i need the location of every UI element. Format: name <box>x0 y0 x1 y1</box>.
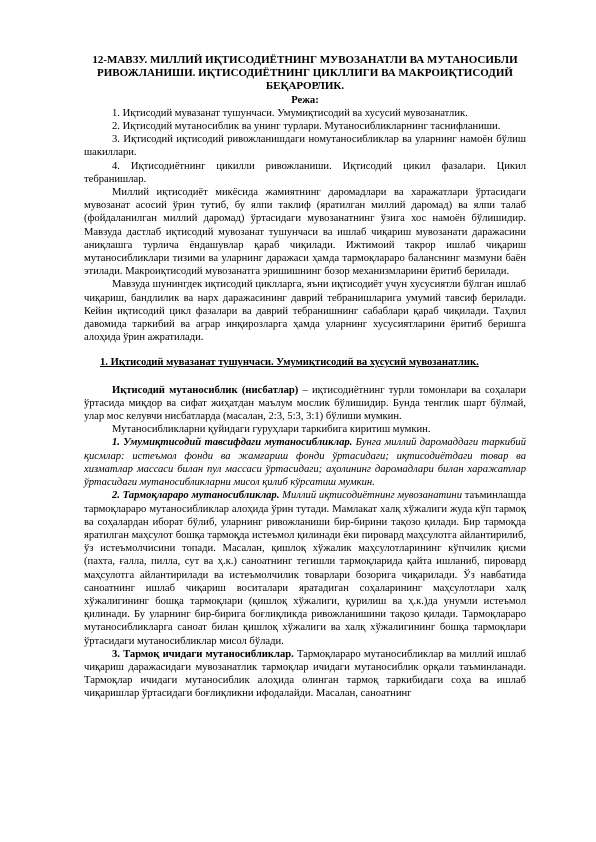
item-paragraph <box>84 489 526 647</box>
definition-text: – иқтисодиётнинг турли томонлари ва соҳалари ўртасида миқдор ва сифат жиҳатдан маълум мослик бўлишидир. Бунда тенглик шарт бўлмай, улар мос келувчи нисбатларда (масалан, 2:3, 5:3, 3:1) бўлиши мумкин. <box>84 384 526 423</box>
item-term: 1. Умумиқтисодий тавсифдаги мутаносибликлар. <box>112 437 353 449</box>
plan-heading: Режа: <box>291 94 319 106</box>
document-title: 12-МАВЗУ. МИЛЛИЙ ИҚТИСОДИЁТНИНГ МУВОЗАНАТЛИ ВА МУТАНОСИБЛИ РИВОЖЛАНИШИ. ИҚТИСОДИЁТНИНГ ЦИКЛЛИГИ ВА МАКРОИҚТИСОДИЙ БЕҚАРОРЛИК. <box>92 54 518 93</box>
definition-term: Иқтисодий мутаносиблик (нисбатлар) <box>112 384 299 396</box>
item-paragraph <box>84 648 526 701</box>
groups-paragraph: Мутаносибликларни қуйидаги гуруҳлари таркибига киритиш мумкин. <box>112 424 431 436</box>
intro-paragraph: Мавзуда шунингдек иқтисодий циклларга, яъни иқтисодиёт учун хусусиятли бўлган ишлаб чиқариш, бандлилик ва нарх даражасининг даврий тебранишларига умумий тавсиф берилади. Кейин иқтисодий цикл фазалари ва даврий тебранишнинг сабаблари қараб чиқилади. Таҳлил давомида таркибий ва аграр инқирозларга ҳамда уларнинг хусусиятларини ёритиб беришга алоҳида ўрин ажратилади. <box>84 279 526 344</box>
plan-item: 4. Иқтисодиётнинг цикилли ривожланиши. Иқтисодий цикил фазалари. Цикил тебранишлар. <box>84 160 526 185</box>
item-term: 3. Тармоқ ичидаги мутаносибликлар. <box>112 648 294 660</box>
plan-item: 3. Иқтисодий иқтисодий ривожланишдаги номутаносибликлар ва уларнинг намоён бўлиш шакиллари. <box>84 134 526 159</box>
document-page <box>84 54 526 701</box>
item-text: Бунга миллий даромаддаги таркибий қисмлар: истеъмол фонди ва жамғариш фонди ўртасидаги; иқтисодиётдаги товар ва хизматлар массаси билан пул массаси ўртасидаги; аҳолининг даромадлари билан харажатлар ўртасидаги мутаносибликларни мисол қилиб кўрсатиш мумкин. <box>84 437 526 489</box>
item-text: таъминлашда тармоқлараро мутаносибликлар алоҳида ўрин тутади. Мамлакат халқ хўжалиги жуда кўп тармоқ ва соҳалардан иборат бўлиб, уларнинг ривожланиши бир-бирини тақозо қилади. Бир тармоқда яратилган маҳсулот бошқа тармоқда истеъмол қилинади ёки пировард маҳсулотга айлантирилиб, ўз истеъмолчисини топади. Масалан, қишлоқ хўжалик маҳсулотларининг кўпчилик қисми (пахта, ғалла, пилла, сут ва ҳ.к.) саноатнинг тегишли тармоқларида қайта ишланиб, пировард маҳсулотга айлантирилади ва истеъмолчилик товарлари бозорига чиқарилади. Ўз навбатида саноатнинг ишлаб чиқариш воситалари яратадиган соҳаларининг маҳсулотлари халқ хўжалигининг бошқа тармоқлари (қишлоқ хўжалиги, қурилиш ва ҳ.к.)да унумли истеъмол қилинади. Бу уларнинг бир-бирига боғлиқликда ривожланишини тақозо қилади. Тармоқлараро мутаносибликларга саноат билан қишлоқ хўжалиги ва халқ хўжалигининг бошқа тармоқлари ўртасидаги мутаносибликлар мисол бўлади. <box>84 490 526 647</box>
item-text: Тармоқлараро мутаносибликлар ва миллий ишлаб чиқариш даражасидаги мувозанатлик тармоқлар ичидаги мутаносиблик орқали таъминланади. Тармоқлар ичидаги мутаносиблик алоҳида олинган тармоқ таркибидаги соҳа ва ишлаб чиқаришлар ўртасидаги боғлиқликни ифодалайди. Масалан, саноатнинг <box>84 648 526 700</box>
item-text-italic: Миллий иқтисодиётнинг мувозанатини <box>279 490 462 502</box>
item-paragraph <box>84 436 526 489</box>
section-heading: 1. Иқтисодий мувазанат тушунчаси. Умумиқтисодий ва хусусий мувозанатлик. <box>100 357 479 369</box>
plan-item: 1. Иқтисодий мувазанат тушунчаси. Умумиқтисодий ва хусусий мувозанатлик. <box>112 107 468 119</box>
item-term: 2. Тармоқлараро мутаносибликлар. <box>112 490 280 502</box>
intro-paragraph: Миллий иқтисодиёт микёсида жамиятнинг даромадлари ва харажатлари ўртасидаги мувозанат асосий ўрин тутиб, бу ялпи таклиф (яратилган миллий даромад) ва ялпи талаб (фойдаланилган миллий даромад) ўртасидаги мувозанатнинг ўзига хос намоён бўлишидир. Мавзуда дастлаб иқтисодий мувозанат тушунчаси ва ишлаб чиқариш мувозанати даражасини аниқлашга турлича ёндашувлар қараб чиқилади. Ижтимоий такрор ишлаб чиқариш мутаносибликлари тизими ва уларнинг даражаси ҳамда тармоқлараро баланснинг мазмуни баён этилади. Макроиқтисодий мувозанатга эришишнинг бозор механизмларини ёритиб берилади. <box>84 187 526 278</box>
plan-item: 2. Иқтисодий мутаносиблик ва унинг турлари. Мутаносибликларнинг таснифланиши. <box>112 121 501 133</box>
definition-paragraph <box>84 384 526 424</box>
